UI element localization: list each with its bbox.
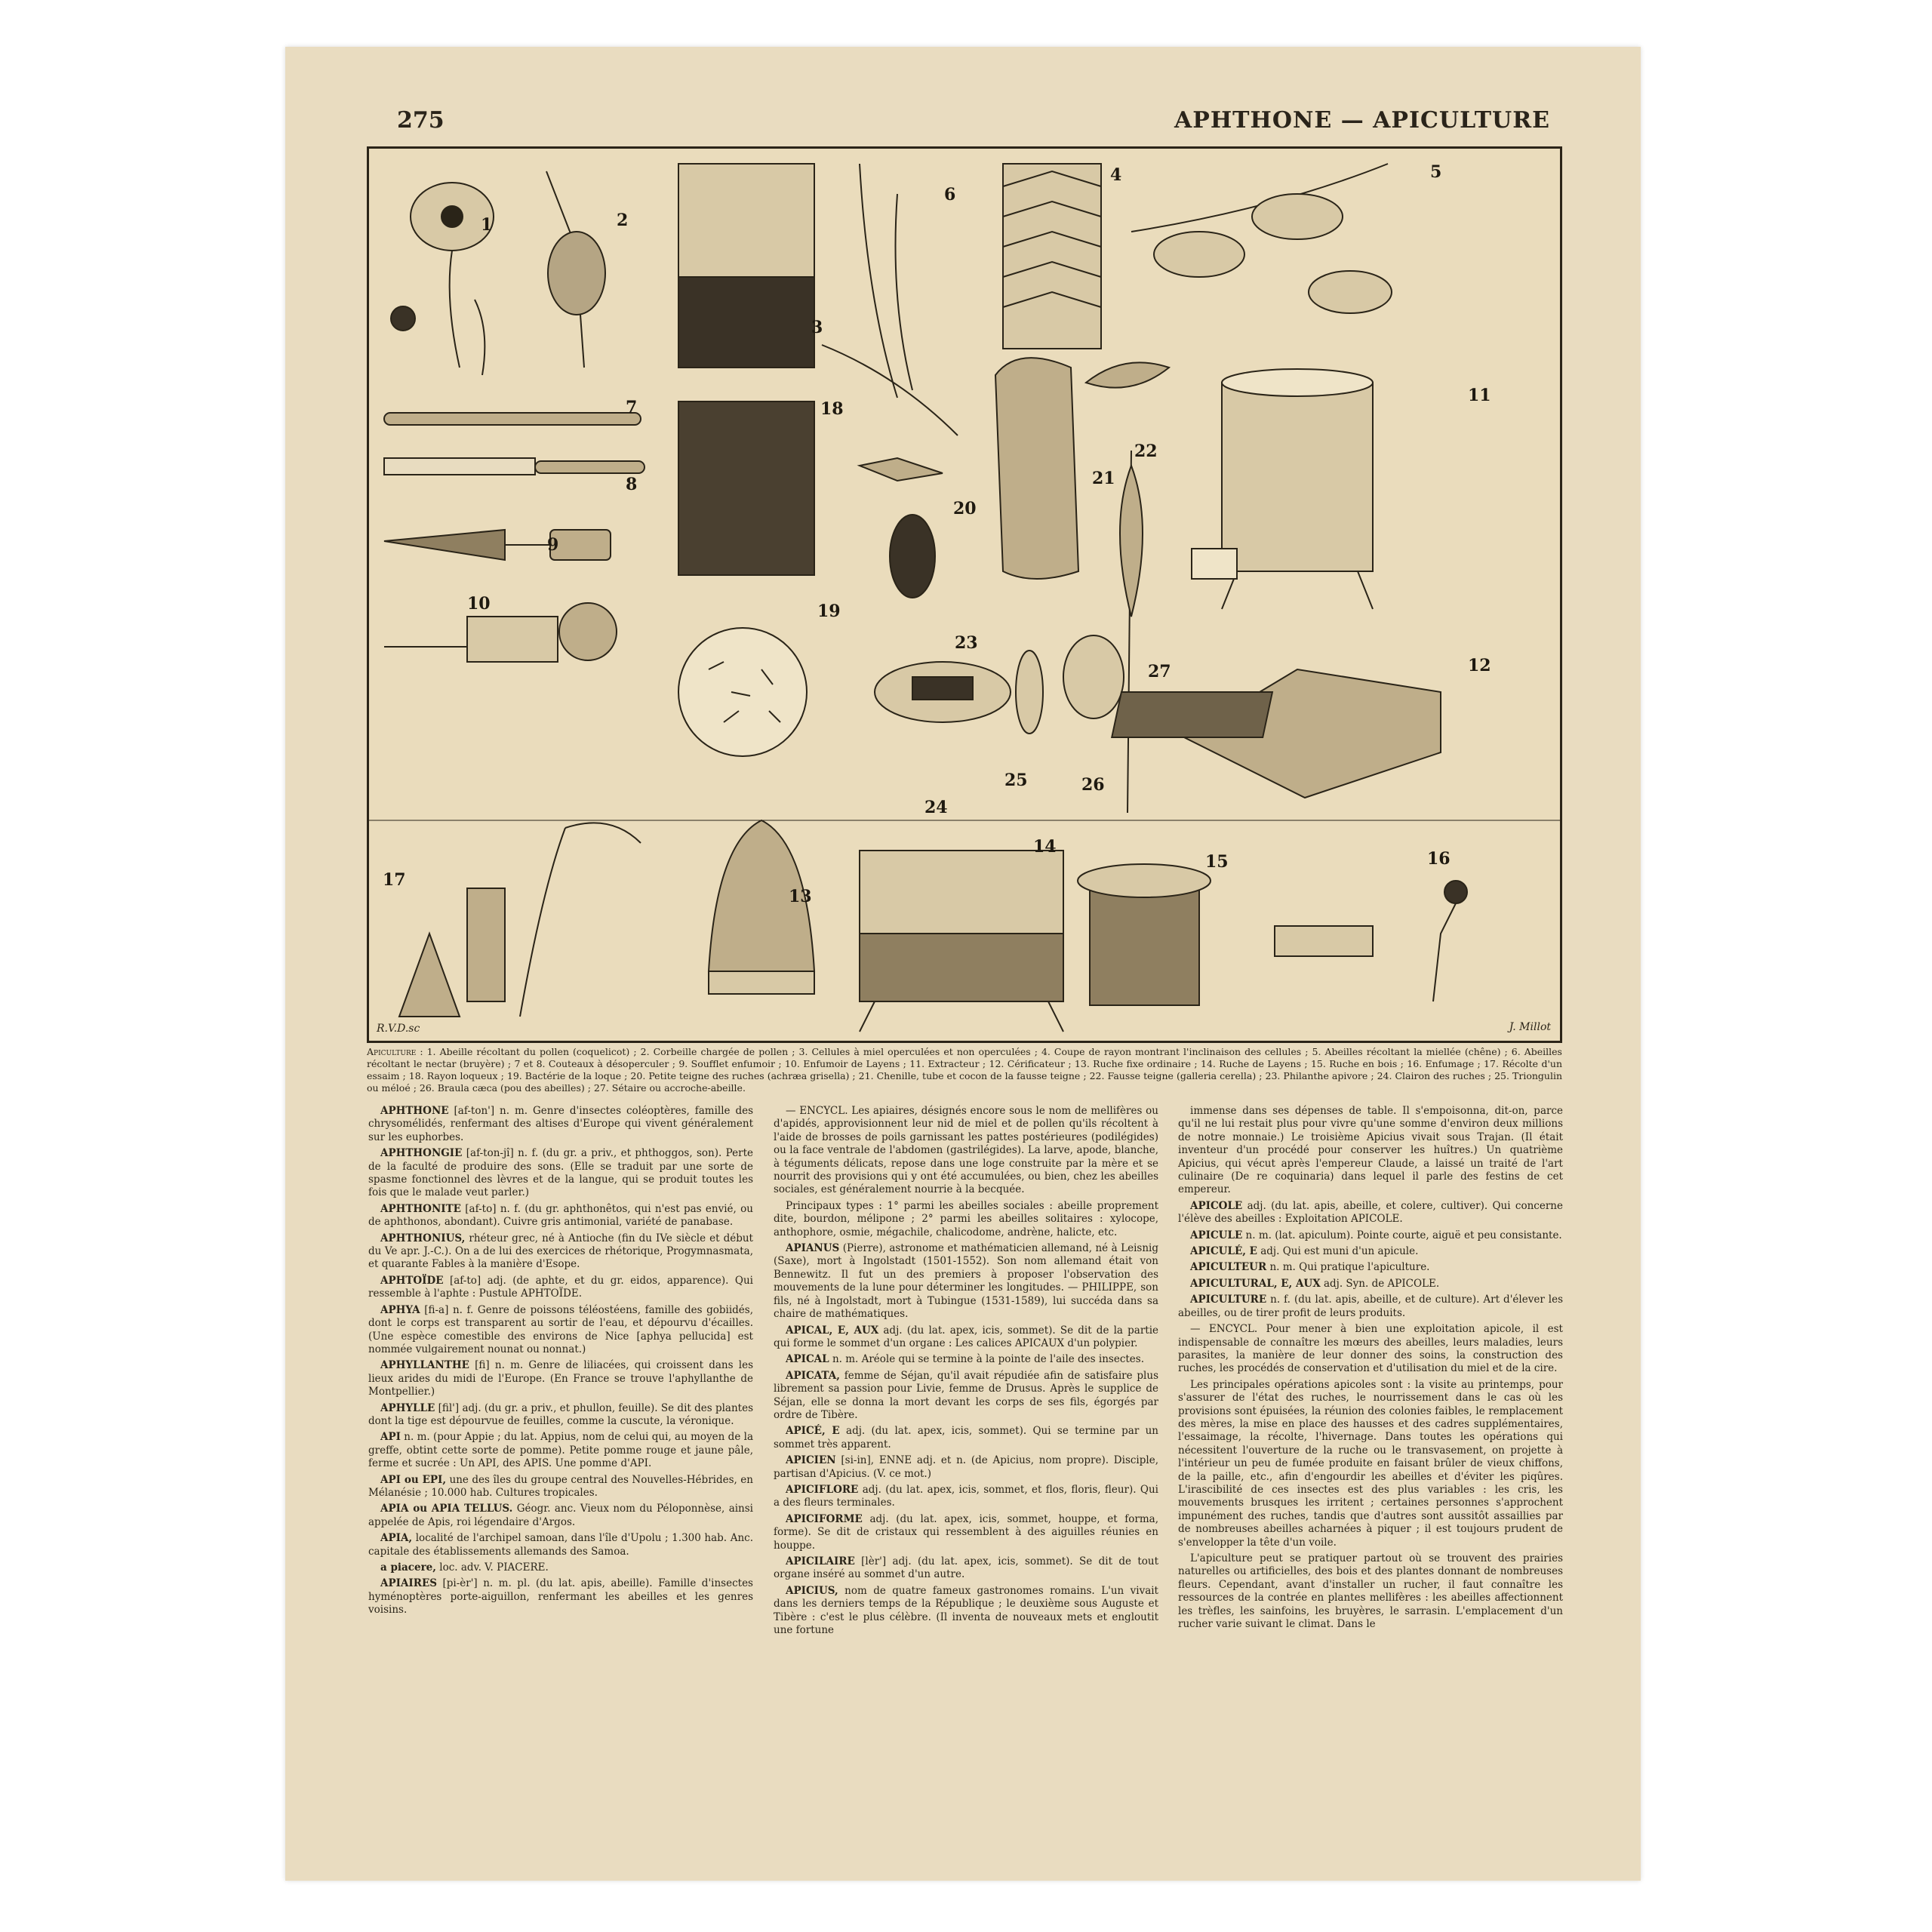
- figure-label: 24: [924, 798, 948, 817]
- entry-text: [pi-èr'] n. m. pl. (du lat. apis, abeille). Famille d'insectes hyménoptères porte-aiguillon, renfermant les abeilles et les genres voisins.: [368, 1577, 753, 1617]
- dictionary-entry: [1178, 1379, 1563, 1549]
- dictionary-entry: [368, 1359, 753, 1398]
- fig-smoking: [1275, 881, 1467, 1001]
- dictionary-entry: [1178, 1261, 1563, 1274]
- entry-text: rhéteur grec, né à Antioche (fin du IVe siècle et début du Ve apr. J.-C.). On a de lui des exercices de rhétorique, Progymnasmata, et quarante Fables à la manière d'Esope.: [368, 1232, 753, 1271]
- fig-philanthe: [890, 515, 935, 598]
- figure-label: 16: [1427, 849, 1451, 869]
- dictionary-entry: [774, 1370, 1158, 1423]
- entry-headword: APHYA: [380, 1303, 420, 1316]
- entry-headword: APHYLLANTHE: [380, 1359, 469, 1372]
- dictionary-entry: [1178, 1200, 1563, 1226]
- entry-text: [fi-a] n. f. Genre de poissons téléostéens, famille des gobiidés, dont le corps est transparent au sortir de l'eau, et dépourvu d'écailles. (Une espèce comestible des environs de Nice [aphya pellucida] est nommée vulgairement nounat ou nonnat.): [368, 1303, 753, 1355]
- fig-heather: [822, 164, 958, 435]
- entry-text: immense dans ses dépenses de table. Il s'empoisonna, dit-on, parce qu'il ne lui restait plus pour vivre qu'une somme d'environ deux millions de notre monnaie.) Le troisième Apicius vivait sous Trajan. (Il était inventeur d'un procédé pour conserver les huîtres.) Un quatrième Apicius, qui vécut après l'empereur Claude, a laissé un traité de l'art culinaire (De re coquinaria) dans lequel il parle des festins de cet empereur.: [1178, 1105, 1563, 1196]
- dictionary-entry: [368, 1503, 753, 1529]
- figure-label: 21: [1092, 469, 1115, 488]
- entry-headword: APICULTURAL, E, AUX: [1190, 1277, 1321, 1290]
- figure-label: 12: [1468, 656, 1491, 675]
- dictionary-entry: [774, 1105, 1158, 1197]
- figure-label: 10: [467, 594, 491, 614]
- fig-clairon: [875, 662, 1011, 722]
- figure-label: 22: [1134, 441, 1158, 461]
- figure-label: 13: [789, 887, 812, 906]
- dictionary-entry: [368, 1431, 753, 1470]
- dictionary-entry: [774, 1324, 1158, 1351]
- figure-label: 20: [953, 499, 977, 518]
- entry-headword: APICAL, E, AUX: [786, 1324, 879, 1337]
- dictionary-entry: [774, 1353, 1158, 1366]
- figure-label: 18: [820, 399, 844, 419]
- entry-text: [af-to] n. f. (du gr. aphthonêtos, qui n'est pas envié, ou de aphthonos, abondant). Cuivre gris antimonial, variété de panabase.: [368, 1202, 753, 1229]
- entry-headword: APHTHONIUS,: [380, 1232, 466, 1244]
- entry-text: [af-ton-jî] n. f. (du gr. a priv., et phthoggos, son). Perte de la faculté de produire des sons. (Elle se traduit par une sorte de spasme fonctionnel des lèvres et de la langue, qui se produit toutes les fois que le malade veut parler.): [368, 1147, 753, 1199]
- figure-label: 19: [817, 601, 841, 621]
- dictionary-entry: [368, 1275, 753, 1301]
- fig-cerificateur: [1112, 669, 1441, 798]
- figure-label: 3: [811, 318, 823, 337]
- page-sheet: [285, 47, 1641, 1881]
- figure-label: 9: [547, 535, 559, 555]
- entry-text: une des îles du groupe central des Nouvelles-Hébrides, en Mélanésie ; 10.000 hab. Cultures tropicales.: [368, 1473, 753, 1499]
- entry-headword: APHTHONE: [380, 1105, 449, 1117]
- dictionary-entry: [368, 1561, 753, 1574]
- dictionary-entry: [1178, 1323, 1563, 1376]
- dictionary-entry: [774, 1200, 1158, 1239]
- entry-text: L'apiculture peut se pratiquer partout où se trouvent des prairies naturelles ou artificielles, des bois et des plantes donnant de nombreuses fleurs. Cependant, avant d'installer un rucher, il faut connaître les ressources de la contrée en plantes mellifères : les abeilles affectionnent les trèfles, les sainfoins, les bruyères, le sarrasin. L'emplacement d'un rucher varie suivant le climat. Dans le: [1178, 1552, 1563, 1631]
- dictionary-entry: [774, 1513, 1158, 1552]
- artist-signature: J. Millot: [1509, 1021, 1551, 1033]
- entry-headword: APHYLLE: [380, 1401, 435, 1414]
- figure-label: 7: [626, 398, 638, 417]
- fig-bellows: [384, 530, 611, 560]
- dictionary-entry: [368, 1474, 753, 1500]
- figure-label: 25: [1004, 771, 1028, 790]
- entry-headword: APHTHONITE: [380, 1202, 461, 1215]
- entry-headword: APHTHONGIE: [380, 1147, 463, 1160]
- dictionary-entry: [1178, 1294, 1563, 1320]
- figure-label: 2: [617, 211, 629, 230]
- fig-caterpillar-tube: [995, 358, 1078, 579]
- fig-bacteria: [678, 628, 807, 756]
- entry-headword: APICIEN: [786, 1454, 836, 1467]
- entry-headword: APHTOÏDE: [380, 1274, 444, 1287]
- entry-headword: APIA,: [380, 1532, 413, 1545]
- legend-text: 1. Abeille récoltant du pollen (coquelicot) ; 2. Corbeille chargée de pollen ; 3. Cellules à miel operculées et non operculées ; 4. Coupe de rayon montrant l'inclinaison des cellules ; 5. Abeilles récoltant la miellée (chêne) ; 6. Abeilles récoltant le nectar (bruyère) ; 7 et 8. Couteaux à désoperculer ; 9. Soufflet enfumoir ; 10. Enfumoir de Layens ; 11. Extracteur ; 12. Cérificateur ; 13. Ruche fixe ordinaire ; 14. Ruche de Layens ; 15. Ruche en bois ; 16. Enfumage ; 17. Récolte d'un essaim ; 18. Rayon loqueux ; 19. Bactérie de la loque ; 20. Petite teigne des ruches (achræa grisella) ; 21. Chenille, tube et cocon de la fausse teigne ; 22. Fausse teigne (galleria cerella) ; 23. Philanthe apivore ; 24. Clairon des ruches ; 25. Triongulin ou méloé ; 26. Braula cæca (pou des abeilles) ; 27. Sétaire ou accroche-abeille.: [367, 1046, 1562, 1094]
- entry-text: adj. (du lat. apex, icis, sommet, houppe, et forma, forme). Se dit de cristaux qui ressemblent à des aiguilles réunies en houppe.: [774, 1512, 1158, 1552]
- dictionary-entry: [1178, 1229, 1563, 1242]
- figure-label: 6: [944, 185, 956, 205]
- entry-text: adj. (du lat. apis, abeille, et colere, cultiver). Qui concerne l'élève des abeilles : Exploitation APICOLE.: [1178, 1199, 1563, 1226]
- fig-poppy-bee: [391, 183, 494, 375]
- entry-headword: APICULTEUR: [1190, 1261, 1267, 1274]
- entry-headword: a piacere,: [380, 1561, 436, 1574]
- dictionary-entry: [1178, 1245, 1563, 1258]
- dictionary-entry: [368, 1402, 753, 1429]
- entry-headword: APIAIRES: [380, 1577, 437, 1590]
- entry-text: adj. Syn. de APICOLE.: [1320, 1277, 1440, 1290]
- dictionary-entry: [1178, 1105, 1563, 1197]
- legend-lead: Apiculture :: [367, 1046, 423, 1057]
- entry-headword: APICATA,: [786, 1369, 840, 1382]
- engraver-signature: R.V.D.sc: [377, 1023, 420, 1035]
- dictionary-entry: [368, 1532, 753, 1558]
- entry-text: [si-in], ENNE adj. et n. (de Apicius, nom propre). Disciple, partisan d'Apicius. (V. ce mot.): [774, 1454, 1158, 1480]
- fig-layens-hive: [860, 851, 1063, 1032]
- figure-label: 11: [1468, 386, 1491, 405]
- dictionary-entry: [1178, 1552, 1563, 1631]
- entry-text: femme de Séjan, qu'il avait répudiée afin de satisfaire plus librement sa passion pour Livie, femme de Drusus. Après le supplice de Séjan, elle se donna la mort devant les corps de ses fils, égorgés par ordre de Tibère.: [774, 1369, 1158, 1421]
- entry-text: [fil'] adj. (du gr. a priv., et phullon, feuille). Se dit des plantes dont la tige est dépourvue de feuilles, comme la cuscute, la véronique.: [368, 1401, 753, 1427]
- entry-headword: APICIUS,: [786, 1584, 838, 1597]
- figure-label: 17: [383, 870, 406, 890]
- fig-false-moth: [1086, 362, 1169, 387]
- entry-text: localité de l'archipel samoan, dans l'île d'Upolu ; 1.300 hab. Anc. capitale des établissements allemands des Samoa.: [368, 1532, 753, 1558]
- dictionary-entry: [368, 1232, 753, 1272]
- entry-text: Principaux types : 1° parmi les abeilles sociales : abeille proprement dite, bourdon, mélipone ; 2° parmi les abeilles solitaires : xylocope, anthophore, osmie, mégachile, chalicodome, andrène, halicte, etc.: [774, 1199, 1158, 1238]
- entry-text: [af-to] adj. (de aphte, et du gr. eidos, apparence). Qui ressemble à l'aphte : Pustule APHTOÏDE.: [368, 1274, 753, 1300]
- fig-moth-small: [860, 458, 943, 481]
- figure-label: 26: [1081, 775, 1105, 795]
- fig-comb-section: [1003, 164, 1101, 349]
- entry-text: n. f. (du lat. apis, abeille, et de culture). Art d'élever les abeilles, ou de tirer profit de leurs produits.: [1178, 1294, 1563, 1319]
- entry-headword: APICÉ, E: [786, 1425, 840, 1438]
- entry-headword: APIA ou APIA TELLUS.: [380, 1503, 513, 1515]
- text-column-1: [368, 1105, 753, 1620]
- dictionary-entry: [774, 1585, 1158, 1638]
- engraving-illustrations: [369, 149, 1560, 1041]
- dictionary-entry: [1178, 1278, 1563, 1291]
- fig-foul-comb: [678, 401, 814, 575]
- entry-text: Géogr. anc. Vieux nom du Péloponnèse, ainsi appelée de Apis, roi légendaire d'Argos.: [368, 1503, 753, 1528]
- entry-text: [lèr'] adj. (du lat. apex, icis, sommet). Se dit de tout organe inséré au sommet d'un autre.: [774, 1555, 1158, 1581]
- fig-extractor: [1192, 369, 1373, 609]
- fig-smoker-layens: [384, 603, 617, 662]
- figure-label: 14: [1033, 837, 1057, 857]
- fig-swarm-harvest: [399, 823, 641, 1017]
- fig-skep-hive: [709, 820, 814, 994]
- dictionary-entry: [368, 1577, 753, 1617]
- entry-headword: APICIFORME: [786, 1512, 863, 1525]
- dictionary-entry: [368, 1304, 753, 1357]
- dictionary-entry: [774, 1242, 1158, 1321]
- fig-setaria: [1120, 451, 1143, 813]
- dictionary-entry: [368, 1105, 753, 1144]
- entry-headword: APICULTURE: [1190, 1294, 1267, 1306]
- entry-text: n. m. (pour Appie ; du lat. Appius, nom de celui qui, au moyen de la greffe, obtint cette sorte de pomme). Petite pomme rouge et jaune pâle, ferme et sucrée : Un API, des APIS. Une pomme d'API.: [368, 1431, 753, 1470]
- entry-text: n. m. Aréole qui se termine à la pointe de l'aile des insectes.: [829, 1353, 1145, 1366]
- fig-pollen-basket: [546, 171, 605, 368]
- figure-label: 1: [481, 215, 493, 235]
- entry-headword: API: [380, 1431, 401, 1444]
- fig-comb-cells: [678, 164, 814, 368]
- entry-headword: APICIFLORE: [786, 1483, 859, 1496]
- figure-label: 8: [626, 475, 638, 494]
- entry-headword: APIANUS: [786, 1242, 840, 1255]
- fig-wood-hive: [1078, 864, 1211, 1005]
- dictionary-entry: [774, 1555, 1158, 1582]
- entry-headword: APICAL: [786, 1353, 829, 1366]
- entry-text: n. m. (lat. apiculum). Pointe courte, aiguë et peu consistante.: [1242, 1229, 1562, 1241]
- text-column-2: [774, 1105, 1158, 1640]
- figure-label: 23: [955, 633, 978, 653]
- entry-headword: APICILAIRE: [786, 1555, 855, 1567]
- entry-headword: APICOLE: [1190, 1199, 1243, 1212]
- page-heading: APHTHONE — APICULTURE: [1174, 107, 1550, 134]
- text-column-3: [1178, 1105, 1563, 1634]
- entry-text: adj. (du lat. apex, icis, sommet). Se dit de la partie qui forme le sommet d'un organe : Les calices APICAUX d'un polypier.: [774, 1324, 1158, 1349]
- fig-knives: [384, 413, 645, 475]
- entry-text: adj. Qui est muni d'un apicule.: [1257, 1245, 1419, 1258]
- dictionary-entry: [368, 1147, 753, 1200]
- entry-text: [af-ton'] n. m. Genre d'insectes coléoptères, famille des chrysomélidés, renfermant des altises d'Europe qui vivent généralement sur les euphorbes.: [368, 1105, 753, 1143]
- entry-text: adj. (du lat. apex, icis, sommet, et flos, floris, fleur). Qui a des fleurs terminales.: [774, 1483, 1158, 1509]
- figure-label: 15: [1205, 852, 1229, 872]
- fig-larvae: [1016, 635, 1124, 734]
- dictionary-entry: [774, 1454, 1158, 1481]
- entry-text: nom de quatre fameux gastronomes romains. L'un vivait dans les derniers temps de la République ; le deuxième sous Auguste et Tibère : c'est le plus célèbre. (Il inventa de nouveaux mets et engloutit une fortune: [774, 1584, 1158, 1637]
- entry-text: — ENCYCL. Les apiaires, désignés encore sous le nom de mellifères ou d'apidés, approvisionnent leur nid de miel et de pollen qu'ils récoltent à l'aide de brosses de poils garnissant les pattes postérieures (podilégides) ou la face ventrale de l'abdomen (gastrilégides). La larve, apode, blanche, à téguments délicats, repose dans une loge construite par la mère et se nourrit des provisions qui y ont été accumulées, ou bien, chez les abeilles sociales, est généralement nourrie à la becquée.: [774, 1105, 1158, 1196]
- dictionary-entry: [368, 1203, 753, 1229]
- dictionary-entry: [774, 1425, 1158, 1451]
- figure-label: 4: [1110, 165, 1122, 185]
- dictionary-entry: [774, 1484, 1158, 1510]
- entry-headword: APICULE: [1190, 1229, 1243, 1241]
- entry-text: loc. adv. V. PIACERE.: [435, 1561, 549, 1574]
- entry-text: Les principales opérations apicoles sont : la visite au printemps, pour s'assurer de l'état des ruches, le nourrissement dans le cas où les provisions sont épuisées, la réunion des colonies faibles, le remplacement des mères, la mise en place des hausses et des cadres supplémentaires, l'essaimage, la récolte, l'hivernage. Dans toutes les opérations qui nécessitent l'ouverture de la ruche ou le transvasement, on projette à l'intérieur un peu de fumée produite en faisant brûler de vieux chiffons, de la paille, etc., afin d'engourdir les abeilles et d'éviter les piqûres. L'irascibilité de ces insectes est des plus variables : les cris, les mouvements brusques les irritent ; certaines personnes s'approchent impunément des ruches, tandis que d'autres sont aussitôt assaillies par de nombreuses abeilles acharnées à piquer ; il est toujours prudent de s'envelopper la tête d'un voile.: [1178, 1378, 1563, 1549]
- entry-text: [fi] n. m. Genre de liliacées, qui croissent dans les lieux arides du midi de l'Europe. (En France se trouve l'aphyllanthe de Montpellier.): [368, 1359, 753, 1398]
- page-number: 275: [397, 107, 445, 134]
- figure-label: 5: [1430, 162, 1442, 182]
- fig-oak-branch: [1131, 164, 1392, 313]
- figure-label: 27: [1148, 662, 1171, 681]
- plate-legend: [367, 1046, 1562, 1094]
- entry-text: n. m. Qui pratique l'apiculture.: [1266, 1261, 1430, 1274]
- entry-text: adj. (du lat. apex, icis, sommet). Qui se termine par un sommet très apparent.: [774, 1425, 1158, 1451]
- entry-headword: APICULÉ, E: [1190, 1245, 1257, 1258]
- entry-text: — ENCYCL. Pour mener à bien une exploitation apicole, il est indispensable de connaître les mœurs des abeilles, leurs maladies, leurs parasites, la manière de leur donner des soins, la construction des ruches, les procédés de conservation et d'utilisation du miel et de la cire.: [1178, 1323, 1563, 1375]
- entry-headword: API ou EPI,: [380, 1473, 447, 1486]
- entry-text: (Pierre), astronome et mathématicien allemand, né à Leisnig (Saxe), mort à Ingolstadt (1501-1552). Son nom allemand était von Bennewitz. Il fut un des premiers à proposer l'observation des mouvements de la lune pour déterminer les longitudes. — PHILIPPE, son fils, né à Ingolstadt, mort à Tubingue (1531-1589), lui succéda dans sa chaire de mathématiques.: [774, 1242, 1158, 1321]
- illustration-plate: [367, 146, 1562, 1043]
